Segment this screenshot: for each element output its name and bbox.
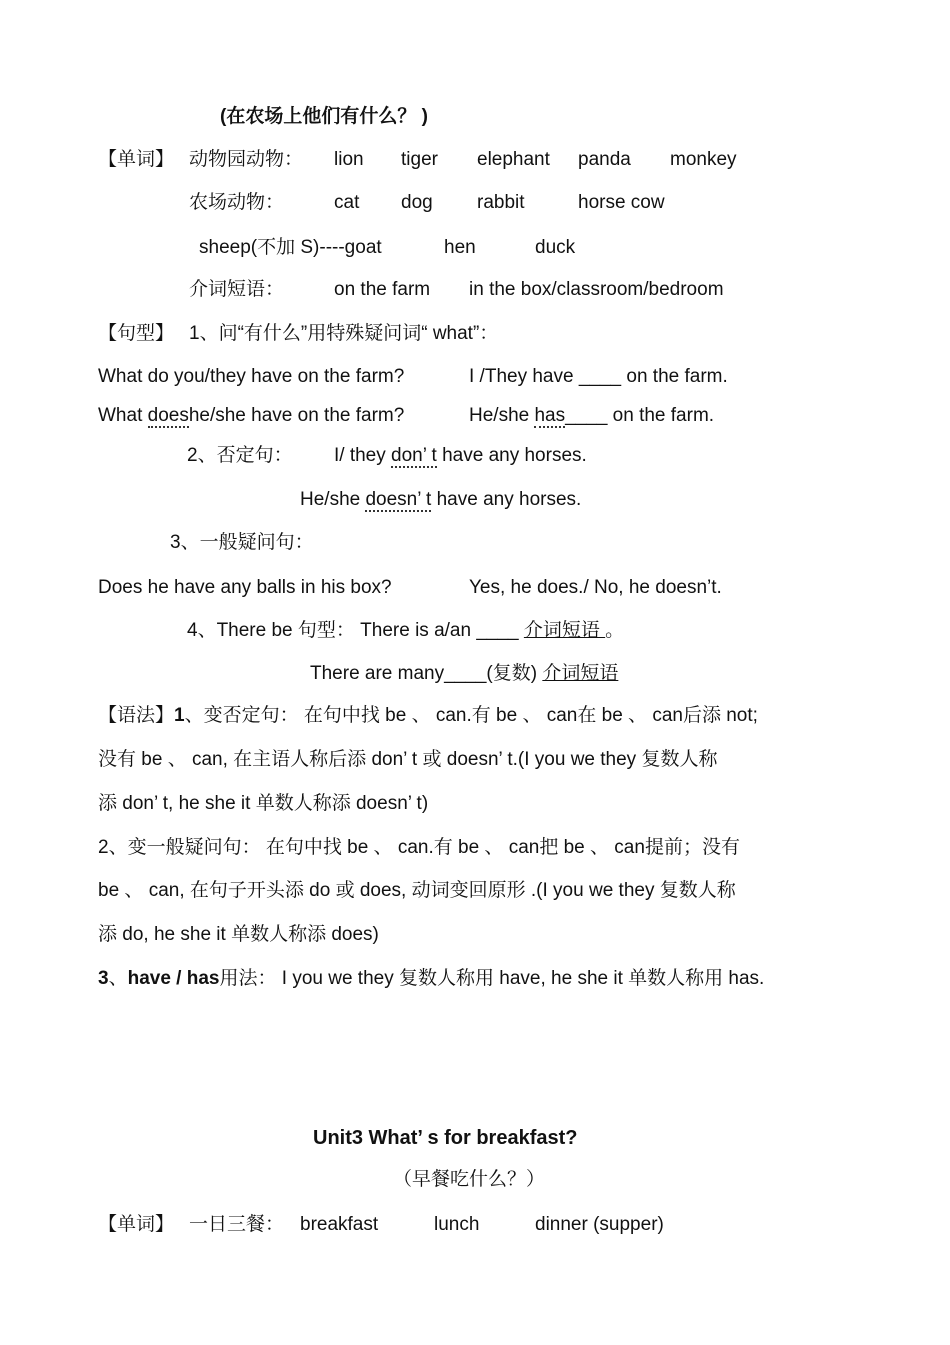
emphasis-dotted: doesn’ t [365, 489, 432, 510]
pattern-2-sentence [334, 444, 587, 468]
text: have any horses. [436, 445, 587, 466]
pattern-4-line-2 [310, 662, 618, 686]
farm-word: hen [444, 237, 476, 258]
pattern-1-answer: I /They have ____ on the farm. [469, 366, 728, 387]
pattern-3-label: 3、一般疑问句： [170, 532, 314, 553]
zoo-label: 动物园动物： [189, 149, 304, 170]
meal-word: breakfast [300, 1214, 379, 1235]
unit3-subtitle: （早餐吃什么？） [393, 1169, 546, 1190]
zoo-word: tiger [401, 149, 438, 170]
farm-word: sheep(不加 S)----goat [199, 237, 382, 258]
unit3-title: Unit3 What’ s for breakfast? [313, 1127, 578, 1149]
grammar-line: 添 do, he she it 单数人称添 does) [98, 924, 379, 945]
pattern-label: 【句型】 [98, 323, 175, 344]
meal-word: lunch [434, 1214, 480, 1235]
text: There are many____(复数) [310, 663, 543, 684]
text: He/she [469, 405, 535, 426]
grammar-line-1 [98, 704, 758, 728]
zoo-word: monkey [670, 149, 737, 170]
grammar-number: 3 [98, 968, 109, 989]
prep-word: in the box/classroom/bedroom [469, 279, 724, 300]
zoo-word: elephant [477, 149, 550, 170]
meal-word: dinner (supper) [535, 1214, 664, 1235]
text: What [98, 405, 148, 426]
emphasis-dotted: does [147, 405, 189, 426]
text: 、变否定句： 在句中找 be 、 can.有 be 、 can在 be 、 can后添 not; [184, 705, 758, 726]
text: 用法： I you we they 复数人称用 have, he she it 单数人称用 has. [219, 968, 765, 989]
text: He/she [300, 489, 366, 510]
grammar-term: have / has [127, 968, 220, 989]
pattern-3-question: Does he have any balls in his box? [98, 577, 392, 598]
underlined-term: 介词短语 [523, 620, 606, 641]
meals-label: 一日三餐： [189, 1214, 285, 1235]
zoo-word: lion [334, 149, 364, 170]
text: I/ they [334, 445, 392, 466]
pattern-1-answer-2 [469, 404, 714, 428]
grammar-line: be 、 can, 在句子开头添 do 或 does, 动词变回原形 .(I you we they 复数人称 [98, 880, 736, 901]
prep-label: 介词短语： [189, 279, 285, 300]
farm-word: dog [401, 192, 433, 213]
text: have any horses. [431, 489, 582, 510]
grammar-line: 添 don’ t, he she it 单数人称添 doesn’ t) [98, 793, 429, 814]
grammar-line: 2、变一般疑问句： 在句中找 be 、 can.有 be 、 can把 be 、 can提前；没有 [98, 837, 740, 858]
pattern-2-label: 2、否定句： [187, 445, 293, 466]
pattern-1-question-2 [98, 404, 404, 428]
grammar-line: 没有 be 、 can, 在主语人称后添 don’ t 或 doesn’ t.(I you we they 复数人称 [98, 749, 718, 770]
farm-label: 农场动物： [189, 192, 285, 213]
prep-word: on the farm [334, 279, 431, 300]
farm-word: cat [334, 192, 360, 213]
emphasis-dotted: don’ t [391, 445, 437, 466]
pattern-4-line-1 [187, 619, 624, 643]
pattern-3-answer: Yes, he does./ No, he doesn’t. [469, 577, 722, 598]
text: 4、There be 句型： There is a/an ____ [187, 620, 524, 641]
text: 、 [108, 968, 128, 989]
pattern-1-question: What do you/they have on the farm? [98, 366, 405, 387]
underlined-term: 介词短语 [542, 663, 619, 684]
farm-word: duck [535, 237, 576, 258]
unit2-subtitle: (在农场上他们有什么？ ) [220, 106, 428, 127]
vocab-label: 【单词】 [98, 149, 175, 170]
grammar-label: 【语法】 [98, 705, 175, 726]
farm-word: horse cow [578, 192, 665, 213]
pattern-2-sentence-2 [300, 488, 581, 512]
text: 。 [605, 620, 625, 641]
text: he/she have on the farm? [188, 405, 405, 426]
grammar-number: 1 [174, 705, 185, 726]
zoo-word: panda [578, 149, 631, 170]
pattern-1-title: 1、问“有什么”用特殊疑问词“ what”： [189, 323, 499, 344]
grammar-line [98, 967, 764, 991]
emphasis-dotted: has [534, 405, 566, 426]
vocab-label: 【单词】 [98, 1214, 175, 1235]
farm-word: rabbit [477, 192, 525, 213]
text: ____ on the farm. [565, 405, 715, 426]
